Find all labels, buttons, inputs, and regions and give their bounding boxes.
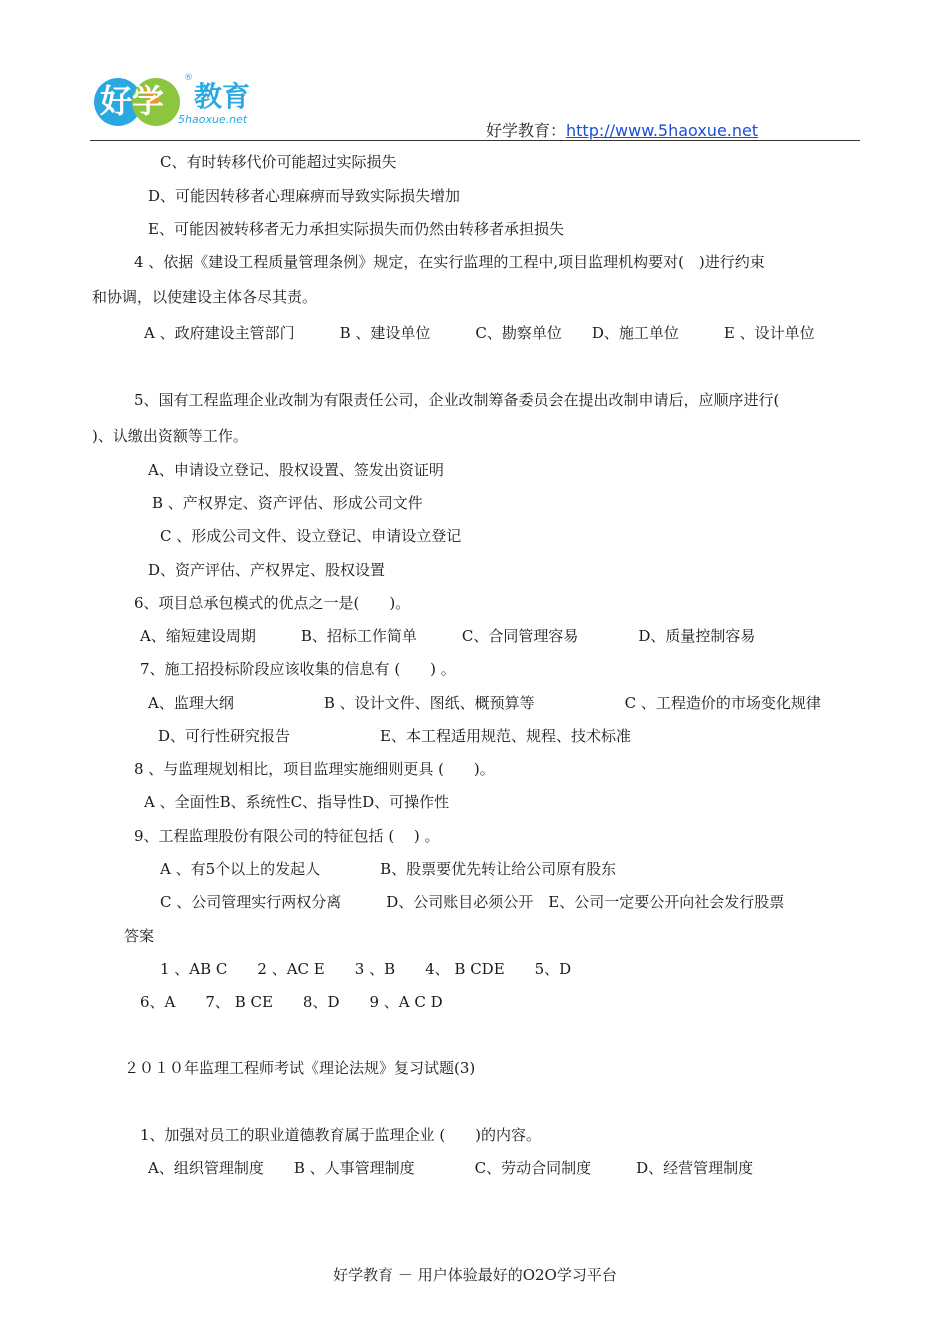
logo-graphic [92, 66, 262, 136]
answers-line: 1 、AB C 2 、AC E 3 、B 4、 B CDE 5、D [160, 960, 572, 978]
logo-registered-mark: ® [184, 73, 193, 83]
question-8: 8 、与监理规划相比，项目监理实施细则更具 ( )。 [134, 760, 495, 778]
question-1: 1、加强对员工的职业道德教育属于监理企业 ( )的内容。 [140, 1126, 542, 1144]
options-line: A 、政府建设主管部门 B 、建设单位 C、勘察单位 D、施工单位 E 、设计单位 [144, 324, 815, 342]
text-line: )、认缴出资额等工作。 [92, 427, 248, 445]
option-line: A、申请设立登记、股权设置、签发出资证明 [148, 461, 444, 479]
option-line: B 、产权界定、资产评估、形成公司文件 [152, 494, 423, 512]
answers-heading: 答案 [124, 927, 155, 945]
question-7: 7、施工招投标阶段应该收集的信息有 ( ) 。 [140, 660, 456, 678]
question-5: 5、国有工程监理企业改制为有限责任公司，企业改制筹备委员会在提出改制申请后，应顺序进行( [134, 391, 780, 409]
options-line: A、缩短建设周期 B、招标工作简单 C、合同管理容易 D、质量控制容易 [140, 627, 756, 645]
text-line: 和协调，以使建设主体各尽其责。 [92, 288, 318, 306]
options-line: A、组织管理制度 B 、人事管理制度 C、劳动合同制度 D、经营管理制度 [148, 1159, 754, 1177]
option-line: D、资产评估、产权界定、股权设置 [148, 561, 386, 579]
logo-domain-text: 5haoxue.net [178, 113, 248, 126]
logo-main-text: 好学 [100, 82, 165, 120]
question-6: 6、项目总承包模式的优点之一是( )。 [134, 594, 411, 612]
options-line: C 、公司管理实行两权分离 D、公司账目必须公开 E、公司一定要公开向社会发行股票 [160, 893, 785, 911]
options-line: A 、全面性B、系统性C、指导性D、可操作性 [144, 793, 450, 811]
option-line: C 、形成公司文件、设立登记、申请设立登记 [160, 527, 462, 545]
text-line: E、可能因被转移者无力承担实际损失而仍然由转移者承担损失 [148, 220, 564, 238]
logo-sub-text: 教育 [194, 80, 251, 113]
text-line: D、可能因转移者心理麻痹而导致实际损失增加 [148, 187, 461, 205]
answers-line: 6、A 7、 B CE 8、D 9 、A C D [140, 993, 443, 1011]
section-title: ２０１０年监理工程师考试《理论法规》复习试题(3) [124, 1059, 476, 1077]
text-line: C、有时转移代价可能超过实际损失 [160, 153, 397, 171]
header-site-link [486, 118, 758, 141]
options-line: A 、有5个以上的发起人 B、股票要优先转让给公司原有股东 [160, 860, 617, 878]
site-url-link[interactable]: http://www.5haoxue.net [566, 121, 759, 140]
question-9: 9、工程监理股份有限公司的特征包括 ( ) 。 [134, 827, 440, 845]
logo [92, 66, 262, 136]
page-footer: 好学教育 － 用户体验最好的O2O学习平台 [333, 1266, 617, 1284]
options-line: A、监理大纲 B 、设计文件、图纸、概预算等 C 、工程造价的市场变化规律 [148, 694, 821, 712]
options-line: D、可行性研究报告 E、本工程适用规范、规程、技术标准 [158, 727, 631, 745]
site-label: 好学教育： [486, 121, 567, 140]
header-divider [90, 140, 860, 141]
question-4: 4 、依据《建设工程质量管理条例》规定，在实行监理的工程中,项目监理机构要对( )进行约束 [134, 253, 765, 271]
